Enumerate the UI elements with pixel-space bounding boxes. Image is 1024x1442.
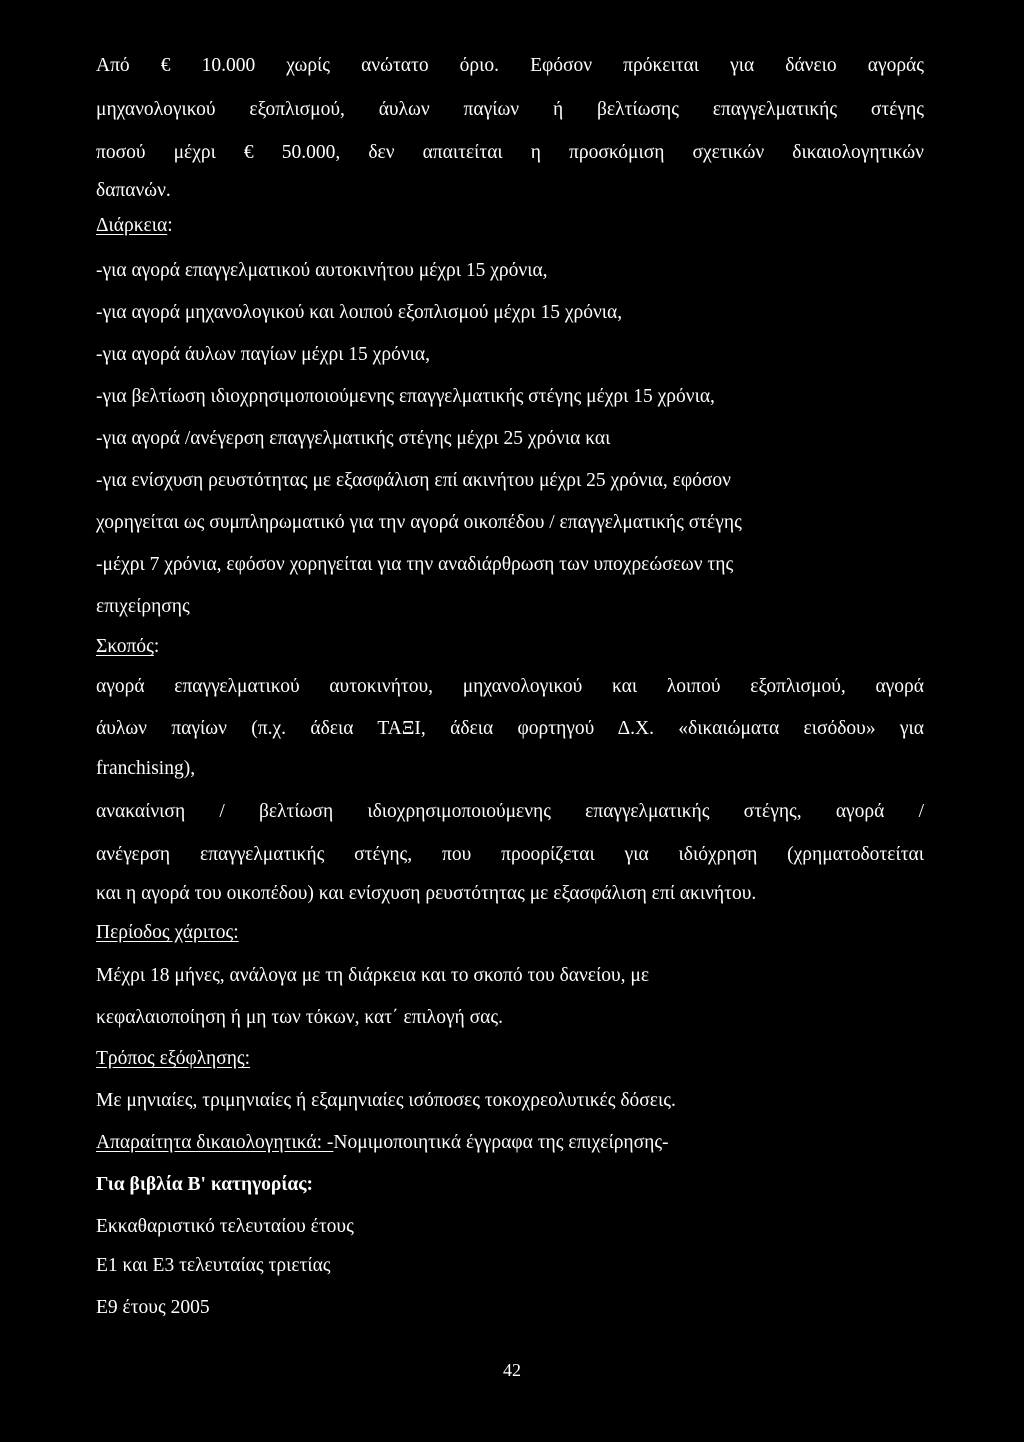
documents-subheading: Για βιβλία Β' κατηγορίας: — [96, 1174, 313, 1195]
documents-item: Ε9 έτους 2005 — [96, 1297, 210, 1318]
repayment-line: Με μηνιαίες, τριμηνιαίες ή εξαμηνιαίες ισόποσες τοκοχρεολυτικές δόσεις. — [96, 1090, 676, 1111]
purpose-heading-label: Σκοπός — [96, 636, 154, 657]
documents-heading: Απαραίτητα δικαιολογητικά: - — [96, 1132, 334, 1153]
duration-item: επιχείρησης — [96, 596, 190, 617]
purpose-line: ανέγερση επαγγελματικής στέγης, που προορίζεται για ιδιόχρηση (χρηματοδοτείται — [96, 844, 924, 865]
grace-line: Μέχρι 18 μήνες, ανάλογα με τη διάρκεια και το σκοπό του δανείου, με — [96, 965, 650, 986]
intro-line-3: ποσού μέχρι € 50.000, δεν απαιτείται η προσκόμιση σχετικών δικαιολογητικών — [96, 142, 924, 163]
duration-item: -για αγορά επαγγελματικού αυτοκινήτου μέχρι 15 χρόνια, — [96, 260, 548, 281]
duration-item: -για ενίσχυση ρευστότητας με εξασφάλιση επί ακινήτου μέχρι 25 χρόνια, εφόσον — [96, 470, 731, 491]
duration-item: -για αγορά μηχανολογικού και λοιπού εξοπλισμού μέχρι 15 χρόνια, — [96, 302, 623, 323]
grace-heading: Περίοδος χάριτος: — [96, 922, 239, 943]
purpose-line: και η αγορά του οικοπέδου) και ενίσχυση ρευστότητας με εξασφάλιση επί ακινήτου. — [96, 883, 757, 904]
purpose-heading — [96, 637, 159, 657]
duration-heading-colon: : — [167, 215, 173, 236]
purpose-line: άυλων παγίων (π.χ. άδεια ΤΑΞΙ, άδεια φορτηγού Δ.Χ. «δικαιώματα εισόδου» για — [96, 718, 924, 739]
purpose-line: franchising), — [96, 758, 196, 779]
duration-heading-label: Διάρκεια — [96, 215, 168, 236]
duration-item: χορηγείται ως συμπληρωματικό για την αγορά οικοπέδου / επαγγελματικής στέγης — [96, 512, 742, 533]
duration-item: -μέχρι 7 χρόνια, εφόσον χορηγείται για την αναδιάρθρωση των υποχρεώσεων της — [96, 554, 734, 575]
intro-line-4: δαπανών. — [96, 180, 171, 201]
duration-item: -για αγορά /ανέγερση επαγγελματικής στέγης μέχρι 25 χρόνια και — [96, 428, 611, 449]
intro-line-1: Από € 10.000 χωρίς ανώτατο όριο. Εφόσον πρόκειται για δάνειο αγοράς — [96, 55, 924, 76]
documents-item: Ε1 και Ε3 τελευταίας τριετίας — [96, 1255, 331, 1276]
duration-heading — [96, 216, 173, 236]
duration-item: -για αγορά άυλων παγίων μέχρι 15 χρόνια, — [96, 344, 430, 365]
documents-item: Εκκαθαριστικό τελευταίου έτους — [96, 1216, 354, 1237]
duration-item: -για βελτίωση ιδιοχρησιμοποιούμενης επαγγελματικής στέγης μέχρι 15 χρόνια, — [96, 386, 715, 407]
page-number: 42 — [503, 1360, 521, 1380]
grace-line: κεφαλαιοποίηση ή μη των τόκων, κατ΄ επιλογή σας. — [96, 1007, 503, 1028]
documents-heading-rest: Νομιμοποιητικά έγγραφα της επιχείρησης- — [333, 1132, 669, 1153]
documents-heading-line — [96, 1133, 669, 1153]
intro-line-2: μηχανολογικού εξοπλισμού, άυλων παγίων ή βελτίωσης επαγγελματικής στέγης — [96, 99, 924, 120]
repayment-heading: Τρόπος εξόφλησης: — [96, 1048, 251, 1069]
purpose-heading-colon: : — [153, 636, 160, 657]
purpose-line: αγορά επαγγελματικού αυτοκινήτου, μηχανολογικού και λοιπού εξοπλισμού, αγορά — [96, 676, 924, 697]
purpose-line: ανακαίνιση / βελτίωση ιδιοχρησιμοποιούμενης επαγγελματικής στέγης, αγορά / — [96, 801, 924, 822]
